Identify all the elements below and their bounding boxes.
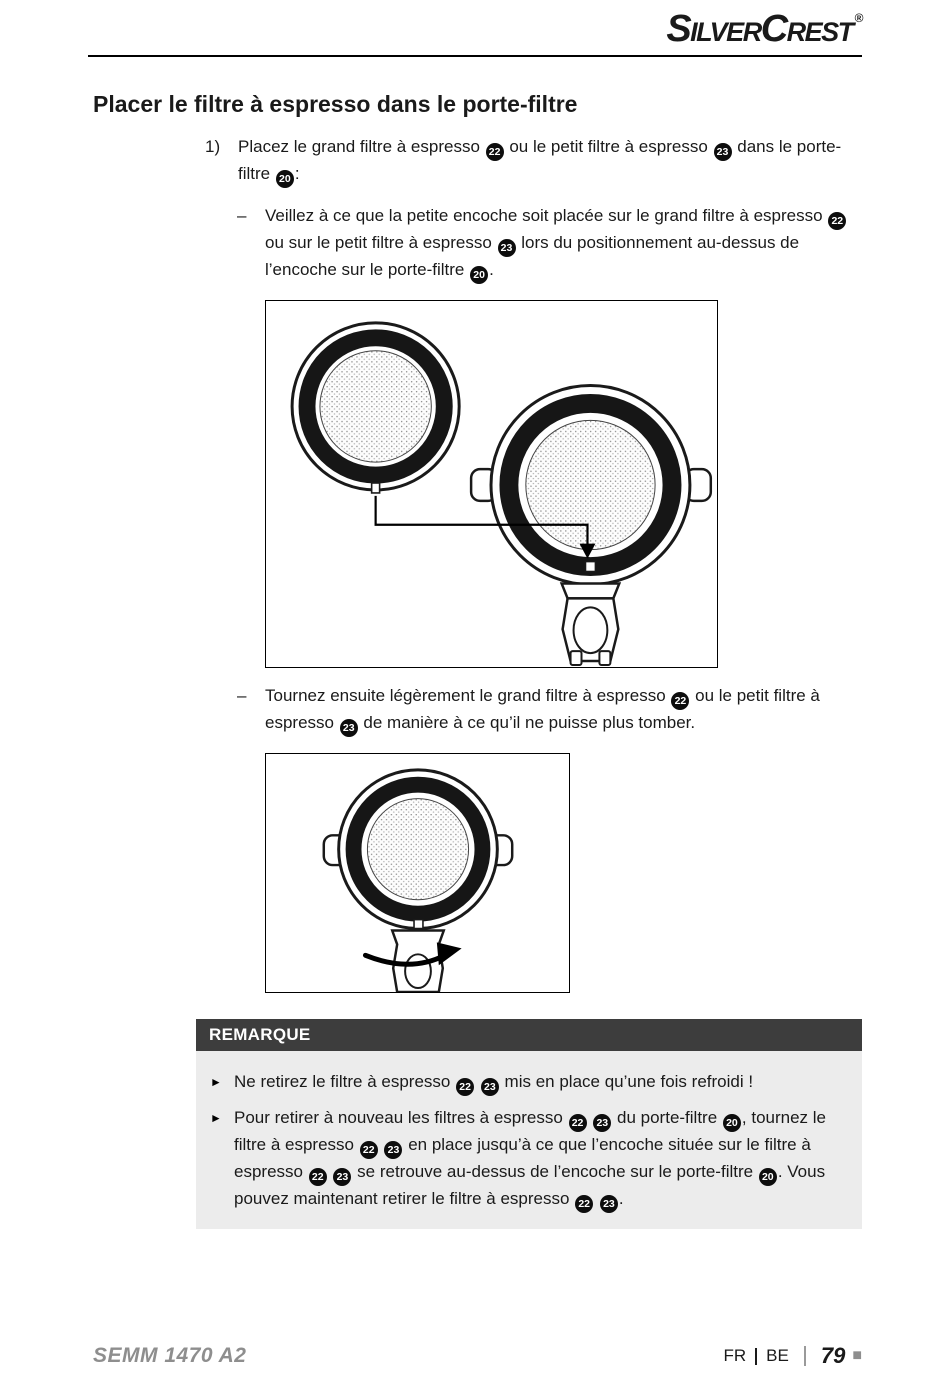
remark-note-text: Pour retirer à nouveau les filtres à espresso 22 23 du porte-filtre 20 , tournez le filtre à espresso 22 23 en place jusqu’à ce que l’encoche située sur le filtre à espresso 22 23 se retrouve au-dessus de l’encoche sur le porte-filtre 20 . Vous pouvez maintenant retirer le filtre à espresso 22 23 . <box>234 1105 848 1213</box>
sub-bullet-text: Tournez ensuite légèrement le grand filtre à espresso 22 ou le petit filtre à espresso 23 de manière à ce qu’il ne puisse plus tomber. <box>265 683 862 737</box>
circled-number-badge: 23 <box>481 1078 499 1096</box>
note-bullet-icon: ► <box>210 1075 222 1089</box>
circled-number-badge: 23 <box>340 719 358 737</box>
model-number: SEMM 1470 A2 <box>93 1344 247 1367</box>
page-content <box>0 91 950 1229</box>
circled-number-badge: 20 <box>723 1114 741 1132</box>
portafilter-with-filter-icon <box>324 770 512 992</box>
sub-bullet-1 <box>237 203 862 284</box>
circled-number-badge: 22 <box>486 143 504 161</box>
note-bullet-icon: ► <box>210 1111 222 1125</box>
circled-number-badge: 22 <box>309 1168 327 1186</box>
circled-number-badge: 23 <box>498 239 516 257</box>
circled-number-badge: 22 <box>456 1078 474 1096</box>
filter-alignment-drawing <box>266 301 717 667</box>
circled-number-badge: 22 <box>828 212 846 230</box>
page-number: 79 <box>820 1343 846 1368</box>
page-title: Placer le filtre à espresso dans le porte-filtre <box>93 91 578 117</box>
remark-note-1 <box>210 1069 848 1096</box>
step-number: 1) <box>205 137 221 156</box>
brand-logo <box>666 10 862 48</box>
dash-marker: – <box>237 686 247 705</box>
circled-number-badge: 23 <box>600 1195 618 1213</box>
circled-number-badge: 22 <box>360 1141 378 1159</box>
circled-number-badge: 20 <box>470 266 488 284</box>
remark-body <box>196 1051 862 1229</box>
step-text: Placez le grand filtre à espresso 22 ou le petit filtre à espresso 23 dans le porte-filtre 20 : <box>238 134 862 188</box>
circled-number-badge: 23 <box>384 1141 402 1159</box>
page-end-marker-icon: ■ <box>852 1347 862 1364</box>
circled-number-badge: 22 <box>671 692 689 710</box>
remark-title: REMARQUE <box>196 1019 862 1051</box>
footer-language-be: BE <box>766 1346 789 1365</box>
registered-trademark-symbol: ® <box>854 11 862 25</box>
dash-marker: – <box>237 206 247 225</box>
brand-logo-text: SilverCrest <box>666 8 853 50</box>
footer-page-info <box>723 1343 862 1369</box>
circled-number-badge: 22 <box>575 1195 593 1213</box>
footer-language-fr: FR <box>723 1346 747 1365</box>
circled-number-badge: 20 <box>759 1168 777 1186</box>
circled-number-badge: 23 <box>593 1114 611 1132</box>
remark-note-text: Ne retirez le filtre à espresso 22 23 mis en place qu’une fois refroidi ! <box>234 1069 848 1096</box>
espresso-filter-icon <box>292 323 459 493</box>
circled-number-badge: 22 <box>569 1114 587 1132</box>
numbered-step-1 <box>205 134 862 188</box>
page-footer <box>93 1343 862 1369</box>
header-rule <box>88 55 862 57</box>
circled-number-badge: 23 <box>714 143 732 161</box>
filter-rotation-drawing <box>266 754 569 992</box>
sub-bullet-text: Veillez à ce que la petite encoche soit placée sur le grand filtre à espresso 22 ou sur le petit filtre à espresso 23 lors du positionnement au-dessus de l’encoche sur le porte-filtre 20 . <box>265 203 862 284</box>
filter-rotation-illustration <box>265 753 570 993</box>
filter-alignment-illustration <box>265 300 718 668</box>
page-header <box>0 0 950 57</box>
sub-bullet-2 <box>237 683 862 737</box>
circled-number-badge: 23 <box>333 1168 351 1186</box>
footer-divider-icon <box>804 1346 806 1366</box>
remark-box <box>196 1019 862 1229</box>
footer-divider-icon <box>755 1348 757 1365</box>
remark-note-2 <box>210 1105 848 1213</box>
circled-number-badge: 20 <box>276 170 294 188</box>
